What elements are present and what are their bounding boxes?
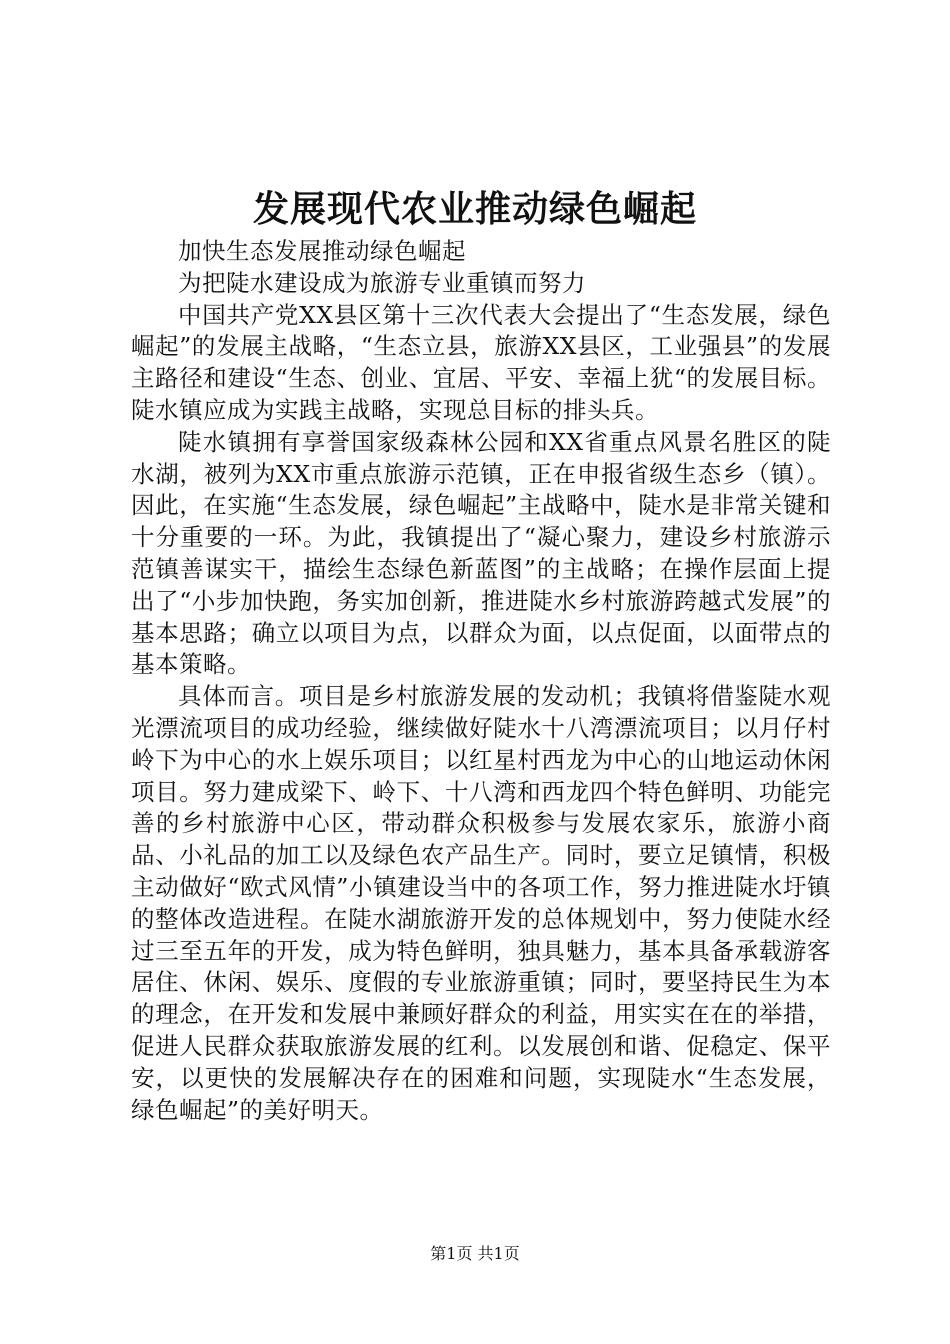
document-body: [131, 236, 831, 1126]
subtitle-line-1: 加快生态发展推动绿色崛起: [178, 237, 466, 265]
page-footer: 第1页 共1页: [430, 1244, 520, 1263]
body-paragraph-2: 陡水镇拥有享誉国家级森林公园和XX省重点风景名胜区的陡水湖，被列为XX市重点旅游示范镇，正在申报省级生态乡（镇）。因此，在实施“生态发展，绿色崛起”主战略中，陡水是非常关键和十分重要的一环。为此，我镇提出了“凝心聚力，建设乡村旅游示范镇善谋实干，描绘生态绿色新蓝图”的主战略；在操作层面上提出了“小步加快跑，务实加创新，推进陡水乡村旅游跨越式发展”的基本思路；确立以项目为点，以群众为面，以点促面，以面带点的基本策略。: [131, 427, 831, 679]
body-paragraph-3: 具体而言。项目是乡村旅游发展的发动机；我镇将借鉴陡水观光漂流项目的成功经验，继续做好陡水十八湾漂流项目；以月仔村岭下为中心的水上娱乐项目；以红星村西龙为中心的山地运动休闲项目。努力建成梁下、岭下、十八湾和西龙四个特色鲜明、功能完善的乡村旅游中心区，带动群众积极参与发展农家乐，旅游小商品、小礼品的加工以及绿色农产品生产。同时，要立足镇情，积极主动做好“欧式风情”小镇建设当中的各项工作，努力推进陡水圩镇的整体改造进程。在陡水湖旅游开发的总体规划中，努力使陡水经过三至五年的开发，成为特色鲜明，独具魅力，基本具备承载游客居住、休闲、娱乐、度假的专业旅游重镇；同时，要坚持民生为本的理念，在开发和发展中兼顾好群众的利益，用实实在在的举措，促进人民群众获取旅游发展的红利。以发展创和谐、促稳定、保平安，以更快的发展解决存在的困难和问题，实现陡水“生态发展，绿色崛起”的美好明天。: [131, 682, 831, 1124]
document-title: 发展现代农业推动绿色崛起: [252, 188, 697, 230]
body-paragraph-1: 中国共产党XX县区第十三次代表大会提出了“生态发展，绿色崛起”的发展主战略，“生态立县，旅游XX县区，工业强县”的发展主路径和建设“生态、创业、宜居、平安、幸福上犹“的发展目标。陡水镇应成为实践主战略，实现总目标的排头兵。: [131, 300, 831, 424]
subtitle-line-2: 为把陡水建设成为旅游专业重镇而努力: [178, 268, 586, 297]
